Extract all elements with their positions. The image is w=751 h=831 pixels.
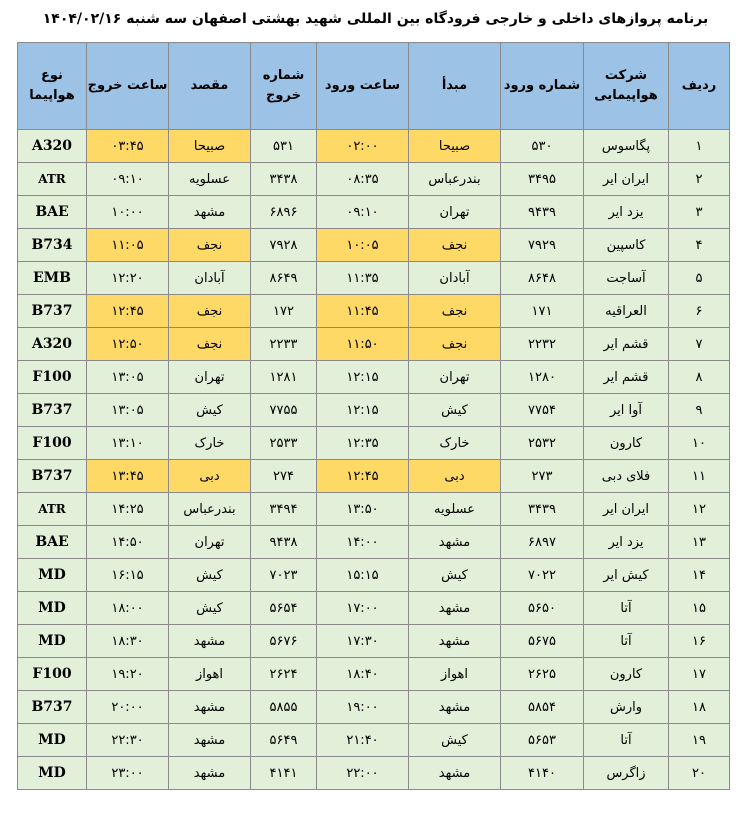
arrival-number-cell: ۱۷۱ [501, 295, 584, 328]
arrival-time-cell: ۱۲:۱۵ [317, 361, 409, 394]
arrival-time-cell: ۱۲:۱۵ [317, 394, 409, 427]
aircraft-type-cell: F100 [18, 427, 87, 460]
arrival-time-cell: ۱۱:۵۰ [317, 328, 409, 361]
header-departure-number: شماره خروج [251, 43, 317, 130]
arrival-time-cell: ۱۷:۳۰ [317, 625, 409, 658]
arrival-number-cell: ۵۳۰ [501, 130, 584, 163]
arrival-number-cell: ۲۵۳۲ [501, 427, 584, 460]
airline-cell: آتا [584, 625, 669, 658]
arrival-time-cell: ۱۲:۴۵ [317, 460, 409, 493]
destination-cell: مشهد [169, 625, 251, 658]
arrival-number-cell: ۷۹۲۹ [501, 229, 584, 262]
arrival-time-cell: ۱۹:۰۰ [317, 691, 409, 724]
departure-number-cell: ۲۷۴ [251, 460, 317, 493]
aircraft-type-cell: A320 [18, 328, 87, 361]
table-row [18, 493, 730, 526]
airline-cell: آساجت [584, 262, 669, 295]
departure-time-cell: ۱۶:۱۵ [87, 559, 169, 592]
table-row [18, 460, 730, 493]
aircraft-type-cell: MD [18, 559, 87, 592]
table-row [18, 328, 730, 361]
departure-number-cell: ۷۰۲۳ [251, 559, 317, 592]
row-number-cell: ۸ [669, 361, 730, 394]
departure-number-cell: ۵۶۴۹ [251, 724, 317, 757]
row-number-cell: ۱۰ [669, 427, 730, 460]
origin-cell: مشهد [409, 691, 501, 724]
airline-cell: کارون [584, 658, 669, 691]
departure-time-cell: ۰۹:۱۰ [87, 163, 169, 196]
arrival-time-cell: ۰۹:۱۰ [317, 196, 409, 229]
header-arrival-time: ساعت ورود [317, 43, 409, 130]
departure-number-cell: ۱۲۸۱ [251, 361, 317, 394]
destination-cell: خارک [169, 427, 251, 460]
header-aircraft-type: نوع هواپیما [18, 43, 87, 130]
departure-number-cell: ۹۴۳۸ [251, 526, 317, 559]
table-row [18, 691, 730, 724]
arrival-number-cell: ۲۲۳۲ [501, 328, 584, 361]
aircraft-type-cell: ATR [18, 163, 87, 196]
airline-cell: پگاسوس [584, 130, 669, 163]
header-origin: مبدأ [409, 43, 501, 130]
destination-cell: دبی [169, 460, 251, 493]
destination-cell: مشهد [169, 724, 251, 757]
departure-number-cell: ۵۸۵۵ [251, 691, 317, 724]
destination-cell: آبادان [169, 262, 251, 295]
airline-cell: آتا [584, 724, 669, 757]
flight-schedule-table [17, 42, 730, 790]
departure-time-cell: ۲۲:۳۰ [87, 724, 169, 757]
row-number-cell: ۱۱ [669, 460, 730, 493]
airline-cell: زاگرس [584, 757, 669, 790]
airline-cell: یزد ایر [584, 526, 669, 559]
destination-cell: نجف [169, 229, 251, 262]
page-title: برنامه پروازهای داخلی و خارجی فرودگاه بین المللی شهید بهشتی اصفهان سه شنبه ۱۴۰۴/۰۲/۱۶ [42, 11, 709, 27]
destination-cell: مشهد [169, 196, 251, 229]
destination-cell: بندرعباس [169, 493, 251, 526]
destination-cell: تهران [169, 526, 251, 559]
airline-cell: قشم ایر [584, 328, 669, 361]
origin-cell: صبیحا [409, 130, 501, 163]
departure-number-cell: ۳۴۹۴ [251, 493, 317, 526]
origin-cell: مشهد [409, 526, 501, 559]
departure-time-cell: ۱۰:۰۰ [87, 196, 169, 229]
arrival-number-cell: ۵۶۵۳ [501, 724, 584, 757]
departure-number-cell: ۴۱۴۱ [251, 757, 317, 790]
table-row [18, 427, 730, 460]
table-row [18, 361, 730, 394]
aircraft-type-cell: EMB [18, 262, 87, 295]
origin-cell: دبی [409, 460, 501, 493]
aircraft-type-cell: B737 [18, 691, 87, 724]
aircraft-type-cell: F100 [18, 361, 87, 394]
origin-cell: نجف [409, 295, 501, 328]
arrival-number-cell: ۲۷۳ [501, 460, 584, 493]
departure-number-cell: ۳۴۳۸ [251, 163, 317, 196]
arrival-time-cell: ۱۵:۱۵ [317, 559, 409, 592]
origin-cell: خارک [409, 427, 501, 460]
table-row [18, 394, 730, 427]
origin-cell: بندرعباس [409, 163, 501, 196]
aircraft-type-cell: MD [18, 724, 87, 757]
arrival-number-cell: ۶۸۹۷ [501, 526, 584, 559]
origin-cell: تهران [409, 196, 501, 229]
arrival-time-cell: ۰۲:۰۰ [317, 130, 409, 163]
arrival-time-cell: ۱۳:۵۰ [317, 493, 409, 526]
table-row [18, 262, 730, 295]
aircraft-type-cell: ATR [18, 493, 87, 526]
destination-cell: کیش [169, 394, 251, 427]
arrival-time-cell: ۲۱:۴۰ [317, 724, 409, 757]
destination-cell: کیش [169, 592, 251, 625]
aircraft-type-cell: BAE [18, 526, 87, 559]
row-number-cell: ۱۹ [669, 724, 730, 757]
departure-number-cell: ۵۶۵۴ [251, 592, 317, 625]
destination-cell: صبیحا [169, 130, 251, 163]
origin-cell: نجف [409, 328, 501, 361]
table-row [18, 130, 730, 163]
arrival-time-cell: ۲۲:۰۰ [317, 757, 409, 790]
departure-number-cell: ۶۸۹۶ [251, 196, 317, 229]
departure-time-cell: ۱۸:۰۰ [87, 592, 169, 625]
airline-cell: کیش ایر [584, 559, 669, 592]
departure-time-cell: ۱۹:۲۰ [87, 658, 169, 691]
origin-cell: مشهد [409, 757, 501, 790]
arrival-time-cell: ۱۱:۴۵ [317, 295, 409, 328]
header-destination: مقصد [169, 43, 251, 130]
origin-cell: کیش [409, 394, 501, 427]
table-header-row [18, 43, 730, 130]
departure-time-cell: ۱۲:۵۰ [87, 328, 169, 361]
row-number-cell: ۱ [669, 130, 730, 163]
departure-time-cell: ۱۳:۱۰ [87, 427, 169, 460]
aircraft-type-cell: B737 [18, 460, 87, 493]
arrival-number-cell: ۴۱۴۰ [501, 757, 584, 790]
arrival-number-cell: ۲۶۲۵ [501, 658, 584, 691]
arrival-time-cell: ۱۰:۰۵ [317, 229, 409, 262]
aircraft-type-cell: MD [18, 625, 87, 658]
origin-cell: کیش [409, 724, 501, 757]
airline-cell: کارون [584, 427, 669, 460]
arrival-number-cell: ۵۸۵۴ [501, 691, 584, 724]
table-row [18, 658, 730, 691]
departure-number-cell: ۵۶۷۶ [251, 625, 317, 658]
airline-cell: آوا ایر [584, 394, 669, 427]
arrival-number-cell: ۵۶۵۰ [501, 592, 584, 625]
airline-cell: ایران ایر [584, 163, 669, 196]
airline-cell: العراقیه [584, 295, 669, 328]
row-number-cell: ۲۰ [669, 757, 730, 790]
arrival-number-cell: ۳۴۳۹ [501, 493, 584, 526]
destination-cell: عسلویه [169, 163, 251, 196]
departure-time-cell: ۱۱:۰۵ [87, 229, 169, 262]
table-row [18, 163, 730, 196]
arrival-number-cell: ۵۶۷۵ [501, 625, 584, 658]
departure-time-cell: ۱۳:۴۵ [87, 460, 169, 493]
table-row [18, 295, 730, 328]
aircraft-type-cell: A320 [18, 130, 87, 163]
arrival-number-cell: ۷۰۲۲ [501, 559, 584, 592]
row-number-cell: ۱۸ [669, 691, 730, 724]
table-row [18, 592, 730, 625]
row-number-cell: ۵ [669, 262, 730, 295]
row-number-cell: ۱۳ [669, 526, 730, 559]
arrival-number-cell: ۳۴۹۵ [501, 163, 584, 196]
aircraft-type-cell: B734 [18, 229, 87, 262]
airline-cell: قشم ایر [584, 361, 669, 394]
departure-time-cell: ۱۳:۰۵ [87, 394, 169, 427]
arrival-time-cell: ۱۱:۳۵ [317, 262, 409, 295]
departure-number-cell: ۲۵۳۳ [251, 427, 317, 460]
row-number-cell: ۹ [669, 394, 730, 427]
header-departure-time: ساعت خروج [87, 43, 169, 130]
aircraft-type-cell: B737 [18, 394, 87, 427]
origin-cell: کیش [409, 559, 501, 592]
arrival-time-cell: ۱۸:۴۰ [317, 658, 409, 691]
header-row-number: ردیف [669, 43, 730, 130]
departure-number-cell: ۲۶۲۴ [251, 658, 317, 691]
row-number-cell: ۱۲ [669, 493, 730, 526]
destination-cell: مشهد [169, 691, 251, 724]
departure-time-cell: ۱۸:۳۰ [87, 625, 169, 658]
arrival-time-cell: ۱۷:۰۰ [317, 592, 409, 625]
arrival-number-cell: ۷۷۵۴ [501, 394, 584, 427]
destination-cell: نجف [169, 295, 251, 328]
table-row [18, 559, 730, 592]
airline-cell: یزد ایر [584, 196, 669, 229]
table-row [18, 196, 730, 229]
row-number-cell: ۲ [669, 163, 730, 196]
aircraft-type-cell: F100 [18, 658, 87, 691]
departure-time-cell: ۱۴:۵۰ [87, 526, 169, 559]
origin-cell: نجف [409, 229, 501, 262]
destination-cell: کیش [169, 559, 251, 592]
row-number-cell: ۷ [669, 328, 730, 361]
departure-time-cell: ۲۰:۰۰ [87, 691, 169, 724]
table-row [18, 757, 730, 790]
departure-time-cell: ۲۳:۰۰ [87, 757, 169, 790]
destination-cell: اهواز [169, 658, 251, 691]
origin-cell: مشهد [409, 592, 501, 625]
departure-number-cell: ۱۷۲ [251, 295, 317, 328]
airline-cell: وارش [584, 691, 669, 724]
airline-cell: کاسپین [584, 229, 669, 262]
destination-cell: تهران [169, 361, 251, 394]
departure-number-cell: ۲۲۳۳ [251, 328, 317, 361]
arrival-time-cell: ۰۸:۳۵ [317, 163, 409, 196]
airline-cell: ایران ایر [584, 493, 669, 526]
destination-cell: مشهد [169, 757, 251, 790]
departure-number-cell: ۸۶۴۹ [251, 262, 317, 295]
aircraft-type-cell: MD [18, 592, 87, 625]
departure-number-cell: ۵۳۱ [251, 130, 317, 163]
airline-cell: آتا [584, 592, 669, 625]
origin-cell: مشهد [409, 625, 501, 658]
table-row [18, 625, 730, 658]
row-number-cell: ۴ [669, 229, 730, 262]
origin-cell: آبادان [409, 262, 501, 295]
row-number-cell: ۱۷ [669, 658, 730, 691]
departure-number-cell: ۷۹۲۸ [251, 229, 317, 262]
departure-time-cell: ۱۲:۲۰ [87, 262, 169, 295]
header-arrival-number: شماره ورود [501, 43, 584, 130]
destination-cell: نجف [169, 328, 251, 361]
aircraft-type-cell: MD [18, 757, 87, 790]
arrival-time-cell: ۱۴:۰۰ [317, 526, 409, 559]
aircraft-type-cell: BAE [18, 196, 87, 229]
departure-time-cell: ۱۳:۰۵ [87, 361, 169, 394]
table-row [18, 724, 730, 757]
airline-cell: فلای دبی [584, 460, 669, 493]
departure-time-cell: ۰۳:۴۵ [87, 130, 169, 163]
arrival-number-cell: ۱۲۸۰ [501, 361, 584, 394]
arrival-number-cell: ۸۶۴۸ [501, 262, 584, 295]
row-number-cell: ۱۵ [669, 592, 730, 625]
origin-cell: عسلویه [409, 493, 501, 526]
row-number-cell: ۶ [669, 295, 730, 328]
table-row [18, 526, 730, 559]
origin-cell: اهواز [409, 658, 501, 691]
table-row [18, 229, 730, 262]
departure-time-cell: ۱۲:۴۵ [87, 295, 169, 328]
header-airline: شرکت هواپیمایی [584, 43, 669, 130]
origin-cell: تهران [409, 361, 501, 394]
arrival-number-cell: ۹۴۳۹ [501, 196, 584, 229]
departure-time-cell: ۱۴:۲۵ [87, 493, 169, 526]
row-number-cell: ۱۶ [669, 625, 730, 658]
row-number-cell: ۳ [669, 196, 730, 229]
departure-number-cell: ۷۷۵۵ [251, 394, 317, 427]
row-number-cell: ۱۴ [669, 559, 730, 592]
aircraft-type-cell: B737 [18, 295, 87, 328]
arrival-time-cell: ۱۲:۳۵ [317, 427, 409, 460]
